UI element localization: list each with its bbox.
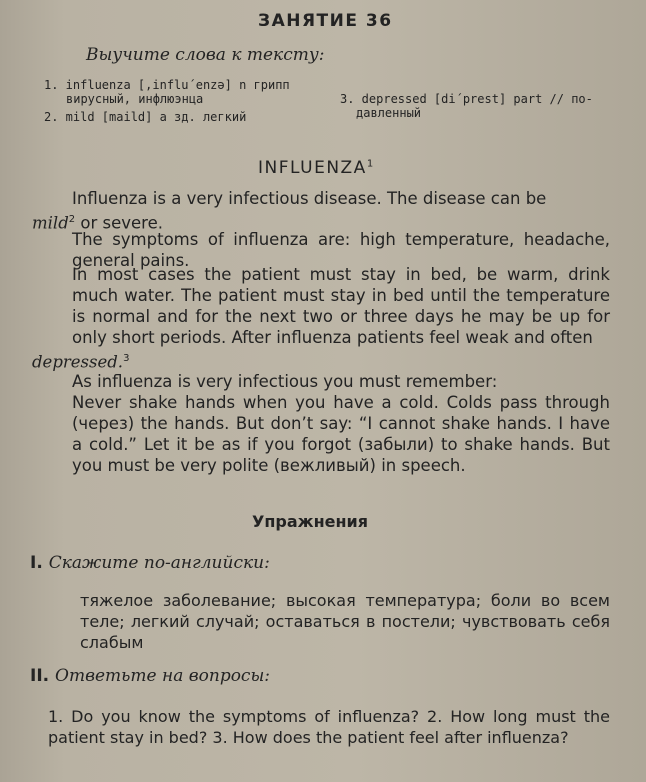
- task-2-heading: [30, 666, 270, 686]
- glossed-word-depressed: depressed.: [32, 352, 124, 372]
- vocab-entry-3: [340, 92, 593, 120]
- vocab-entry-2: 2. mild [maild] a зд. легкий: [44, 110, 247, 124]
- footnote-marker-3: 3: [123, 353, 130, 364]
- vocab-entry-1: [44, 78, 290, 106]
- text-title: [258, 158, 375, 178]
- lesson-title: ЗАНЯТИЕ 36: [258, 11, 393, 31]
- text-title-label: INFLUENZA: [258, 158, 367, 178]
- task-1-number: I.: [30, 553, 43, 573]
- paragraph-3-end: [32, 348, 610, 373]
- paragraph-2-text: The symptoms of influenza are: high temperature, headache, general pains.: [72, 230, 610, 270]
- paragraph-1: [32, 188, 610, 234]
- footnote-marker-1: 1: [366, 158, 375, 170]
- vocab-entry-1-line2: вирусный, инфлюэнца: [66, 92, 204, 106]
- task-1-body: [30, 590, 610, 653]
- task-1-heading: [30, 553, 270, 573]
- task-1-instruction: Скажите по-английски:: [48, 553, 270, 573]
- task-2-number: II.: [30, 666, 50, 686]
- task-1-body-text: тяжелое заболевание; высокая температура; боли во всем теле; легкий случай; оставаться в постели; чувствовать себя слабым: [80, 591, 610, 652]
- paragraph-3: [32, 264, 610, 373]
- paragraph-1-line1: Influenza is a very infectious disease. The disease can be: [72, 189, 547, 208]
- vocab-heading: Выучите слова к тексту:: [86, 45, 325, 65]
- paragraph-4: [32, 371, 610, 392]
- paragraph-1-rest: or severe.: [75, 213, 163, 233]
- exercises-title: Упражнения: [252, 512, 369, 531]
- paragraph-4-text: As influenza is very infectious you must remember:: [72, 372, 498, 391]
- glossed-word-mild: mild: [32, 213, 69, 233]
- task-2-instruction: Ответьте на вопросы:: [55, 666, 271, 686]
- task-2-body-text: 1. Do you know the symptoms of influenza? 2. How long must the patient stay in bed? 3. How does the patient feel after influenza?: [48, 707, 610, 747]
- paragraph-5: [32, 392, 610, 476]
- paragraph-3-text: In most cases the patient must stay in bed, be warm, drink much water. The patient must stay in bed until the temperature is normal and for the next two or three days he may be up for only short periods. After influenza patients feel weak and often: [72, 265, 610, 347]
- vocab-entry-3-line1: 3. depressed [di´prest] part // по-: [340, 92, 593, 106]
- vocab-entry-3-line2: давленный: [356, 106, 422, 120]
- footnote-marker-2: 2: [68, 214, 76, 225]
- vocab-entry-1-line1: 1. influenza [,influ´enzə] n грипп: [44, 78, 290, 92]
- paragraph-5-text: Never shake hands when you have a cold. Colds pass through (через) the hands. But don’t say: “I cannot shake hands. I have a cold.” Let it be as if you forgot (забыли) to shake hands. But you must be very polite (вежливый) in speech.: [72, 393, 610, 475]
- task-2-body: [30, 706, 610, 748]
